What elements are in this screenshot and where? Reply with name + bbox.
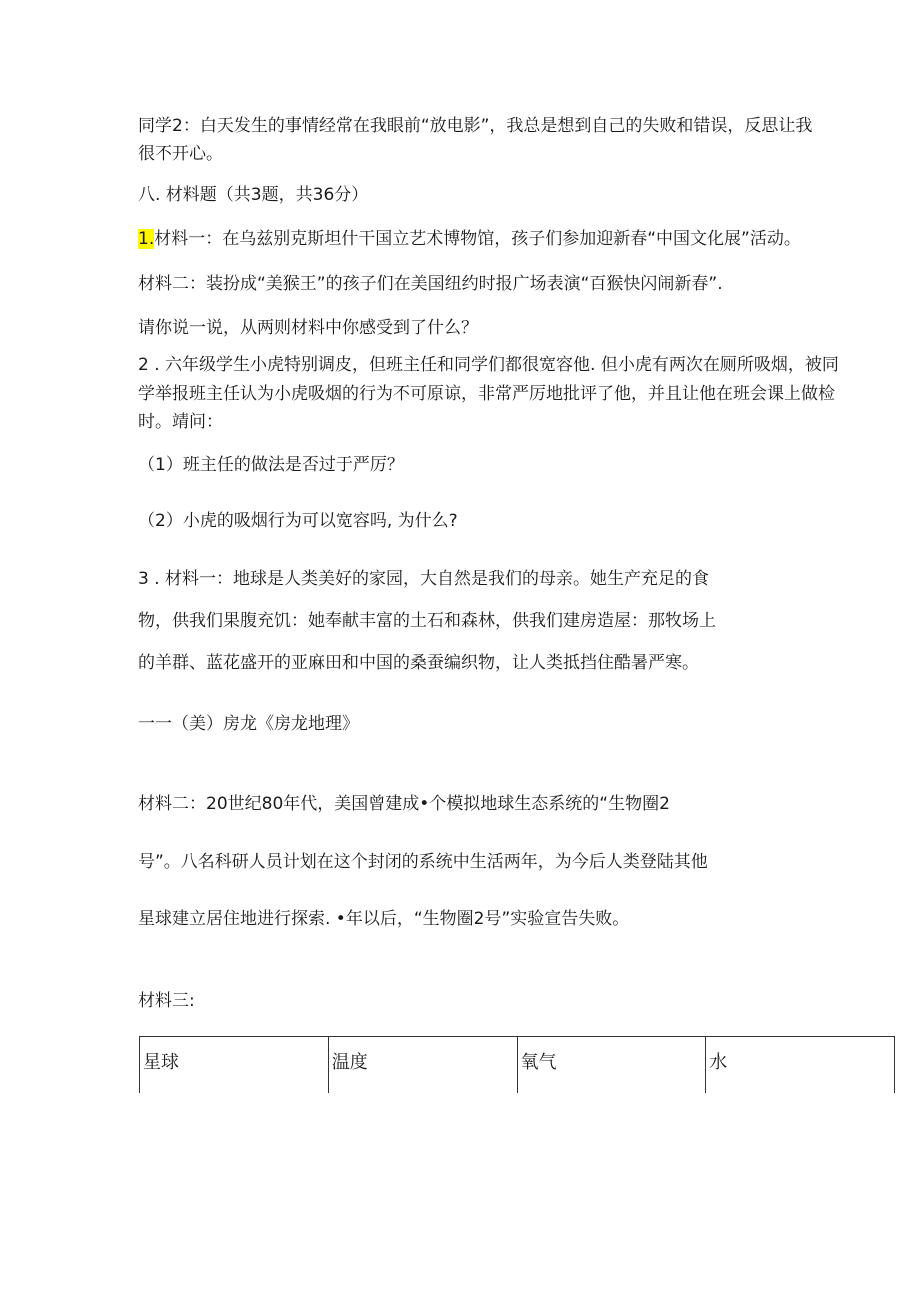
- table-header-water: 水: [706, 1037, 895, 1094]
- q1-material1: [138, 227, 801, 251]
- q2-line1: 2 . 六年级学生小虎特别调皮，但班主任和同学们都很宽容他. 但小虎有两次在厕所吸烟，被同: [138, 355, 839, 375]
- student2-statement-line2: 很不开心。: [138, 144, 223, 164]
- q3-material2-line3: 星球建立居住地进行探索. •年以后，“生物圈2号”实验宣告失败。: [138, 909, 630, 929]
- q3-material3-label: 材料三:: [138, 991, 195, 1011]
- q3-material2-line1: 材料二：20世纪80年代，美国曾建成•个模拟地球生态系统的“生物圈2: [138, 794, 670, 814]
- table-header-row: [140, 1037, 895, 1094]
- q3-material2-line2: 号”。八名科研人员计划在这个封闭的系统中生活两年，为今后人类登陆其他: [138, 852, 708, 872]
- table-header-temperature: 温度: [328, 1037, 517, 1094]
- question-number-highlight: 1.: [138, 229, 155, 249]
- q1-material1-text: 材料一：在乌兹别克斯坦什干国立艺术博物馆，孩子们参加迎新春“中国文化展”活动。: [154, 229, 801, 249]
- planet-comparison-table: [139, 1036, 895, 1093]
- q1-prompt: 请你说一说，从两则材料中你感受到了什么？: [138, 318, 478, 338]
- q2-sub1: （1）班主任的做法是否过于严厉？: [138, 455, 404, 475]
- q2-line3: 时。靖问：: [138, 412, 223, 432]
- table-header-oxygen: 氧气: [517, 1037, 706, 1094]
- q1-material2: 材料二：装扮成“美猴王”的孩子们在美国纽约时报广场表演“百猴快闪闹新春”.: [138, 274, 723, 294]
- q3-material1-line3: 的羊群、蓝花盛开的亚麻田和中国的桑蚕编织物，让人类抵挡住酷暑严寒。: [138, 653, 699, 673]
- q3-material1-line2: 物，供我们果腹充饥：她奉献丰富的土石和森林，供我们建房造屋：那牧场上: [138, 611, 716, 631]
- q2-sub2: （2）小虎的吸烟行为可以宽容吗, 为什么?: [138, 511, 458, 531]
- q3-citation: 一一（美）房龙《房龙地理》: [138, 714, 359, 734]
- q2-line2: 学举报班主任认为小虎吸烟的行为不可原谅，非常严厉地批评了他，并且让他在班会课上做检: [138, 384, 835, 404]
- student2-statement-line1: 同学2：白天发生的事情经常在我眼前“放电影”，我总是想到自己的失败和错误，反思让我: [138, 116, 813, 136]
- table-header-planet: 星球: [140, 1037, 329, 1094]
- q3-material1-line1: 3 . 材料一：地球是人类美好的家园，大自然是我们的母亲。她生产充足的食: [138, 569, 710, 589]
- section-heading: 八. 材料题（共3题，共36分）: [138, 185, 369, 205]
